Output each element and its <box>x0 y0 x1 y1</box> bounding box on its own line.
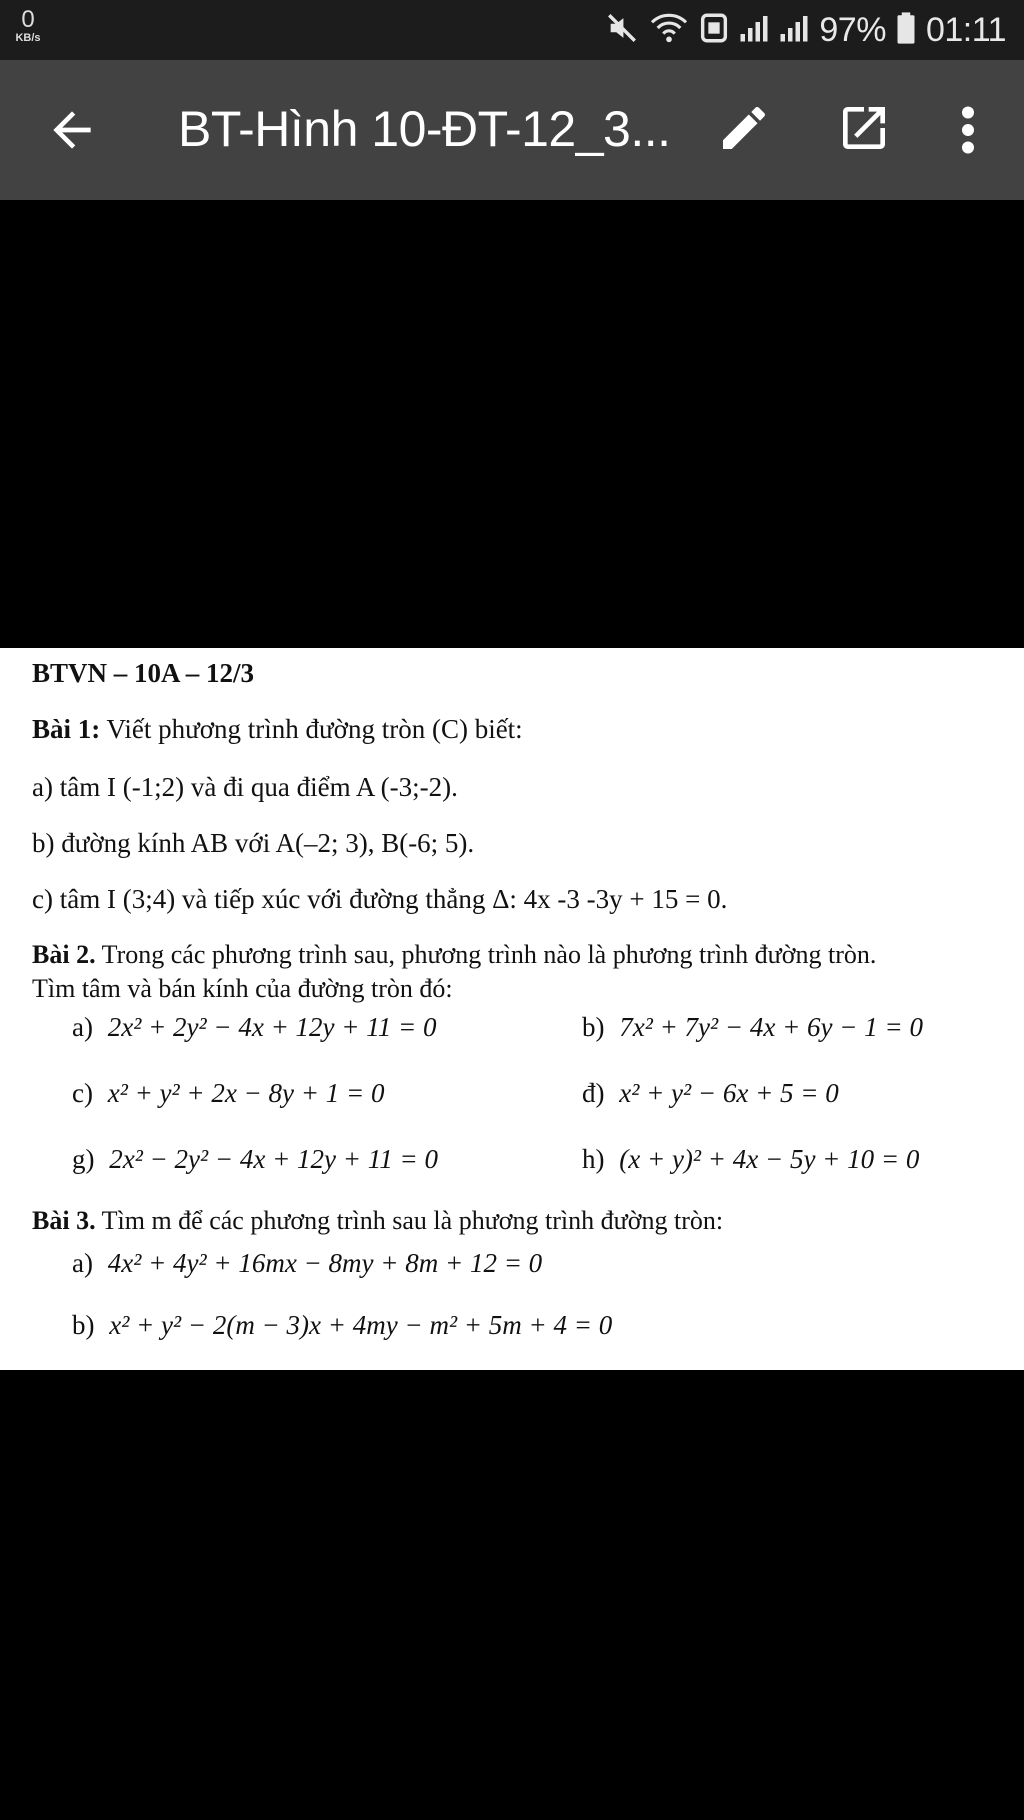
document-page <box>0 648 1024 1370</box>
bai1-item-a: a) tâm I (-1;2) và đi qua điểm A (-3;-2). <box>32 772 458 802</box>
bai3-text: Tìm m để các phương trình sau là phương trình đường tròn: <box>95 1206 724 1235</box>
bai2-d-equation: x² + y² − 6x + 5 = 0 <box>619 1078 839 1108</box>
document-title: BT-Hình 10-ĐT-12_3... <box>178 101 671 157</box>
app-bar <box>0 60 1024 200</box>
network-speed <box>12 8 44 44</box>
battery-percent: 97% <box>819 10 886 49</box>
bai1-item-c: c) tâm I (3;4) và tiếp xúc với đường thẳng Δ: 4x -3 -3y + 15 = 0. <box>32 884 728 914</box>
clock: 01:11 <box>925 10 1006 49</box>
network-speed-unit: KB/s <box>15 32 41 44</box>
bai3-b-label: b) <box>72 1310 95 1340</box>
back-arrow-icon <box>44 102 100 158</box>
bai3-label: Bài 3. <box>32 1206 96 1235</box>
bai2-g-label: g) <box>72 1144 95 1174</box>
bai2-text: Trong các phương trình sau, phương trình nào là phương trình đường tròn. <box>95 940 877 969</box>
more-vert-icon <box>952 100 984 160</box>
bai2-item-g <box>72 1144 438 1175</box>
bai3-item-a <box>72 1248 542 1279</box>
bai1-label: Bài 1: <box>32 714 101 744</box>
status-icons <box>605 0 1006 60</box>
bai2-item-c <box>72 1078 384 1109</box>
signal-icon <box>779 13 809 48</box>
bai3-a-equation: 4x² + 4y² + 16mx − 8my + 8m + 12 = 0 <box>107 1248 543 1278</box>
bai2-item-a <box>72 1012 436 1043</box>
network-speed-value: 0 <box>21 6 35 33</box>
signal-icon <box>739 13 769 48</box>
more-options-button[interactable] <box>952 100 984 160</box>
bai2-h-label: h) <box>582 1144 605 1174</box>
bai3-b-equation: x² + y² − 2(m − 3)x + 4my − m² + 5m + 4 = 0 <box>109 1310 613 1340</box>
bai2-label: Bài 2. <box>32 940 96 969</box>
pencil-icon <box>716 100 772 156</box>
bai2-h-equation: (x + y)² + 4x − 5y + 10 = 0 <box>619 1144 920 1174</box>
bai3-item-b <box>72 1310 612 1341</box>
open-in-new-icon <box>836 100 892 156</box>
data-saver-icon <box>699 11 729 50</box>
battery-icon <box>896 11 916 50</box>
bai1-title <box>32 714 523 745</box>
back-button[interactable] <box>44 102 100 158</box>
bai1-text: Viết phương trình đường tròn (C) biết: <box>100 714 523 744</box>
bai2-b-label: b) <box>582 1012 605 1042</box>
bai2-item-h <box>582 1144 919 1175</box>
status-bar <box>0 0 1024 60</box>
bai2-text-line2: Tìm tâm và bán kính của đường tròn đó: <box>32 974 453 1003</box>
bai3-a-label: a) <box>72 1248 93 1278</box>
edit-button[interactable] <box>716 100 772 156</box>
bai2-c-label: c) <box>72 1078 93 1108</box>
bai2-a-equation: 2x² + 2y² − 4x + 12y + 11 = 0 <box>107 1012 437 1042</box>
bai2-g-equation: 2x² − 2y² − 4x + 12y + 11 = 0 <box>109 1144 438 1174</box>
bai2-d-label: đ) <box>582 1078 605 1108</box>
bai2-a-label: a) <box>72 1012 93 1042</box>
bai2-c-equation: x² + y² + 2x − 8y + 1 = 0 <box>107 1078 385 1108</box>
open-external-button[interactable] <box>836 100 892 156</box>
bai2-item-b <box>582 1012 923 1043</box>
bai2-item-d <box>582 1078 839 1109</box>
bai2-b-equation: 7x² + 7y² − 4x + 6y − 1 = 0 <box>619 1012 923 1042</box>
mute-icon <box>605 11 639 50</box>
wifi-icon <box>649 11 689 50</box>
document-heading: BTVN – 10A – 12/3 <box>32 658 255 688</box>
bai1-item-b: b) đường kính AB với A(–2; 3), B(-6; 5). <box>32 828 475 858</box>
bai2-title <box>32 940 876 970</box>
bai3-title <box>32 1206 723 1236</box>
